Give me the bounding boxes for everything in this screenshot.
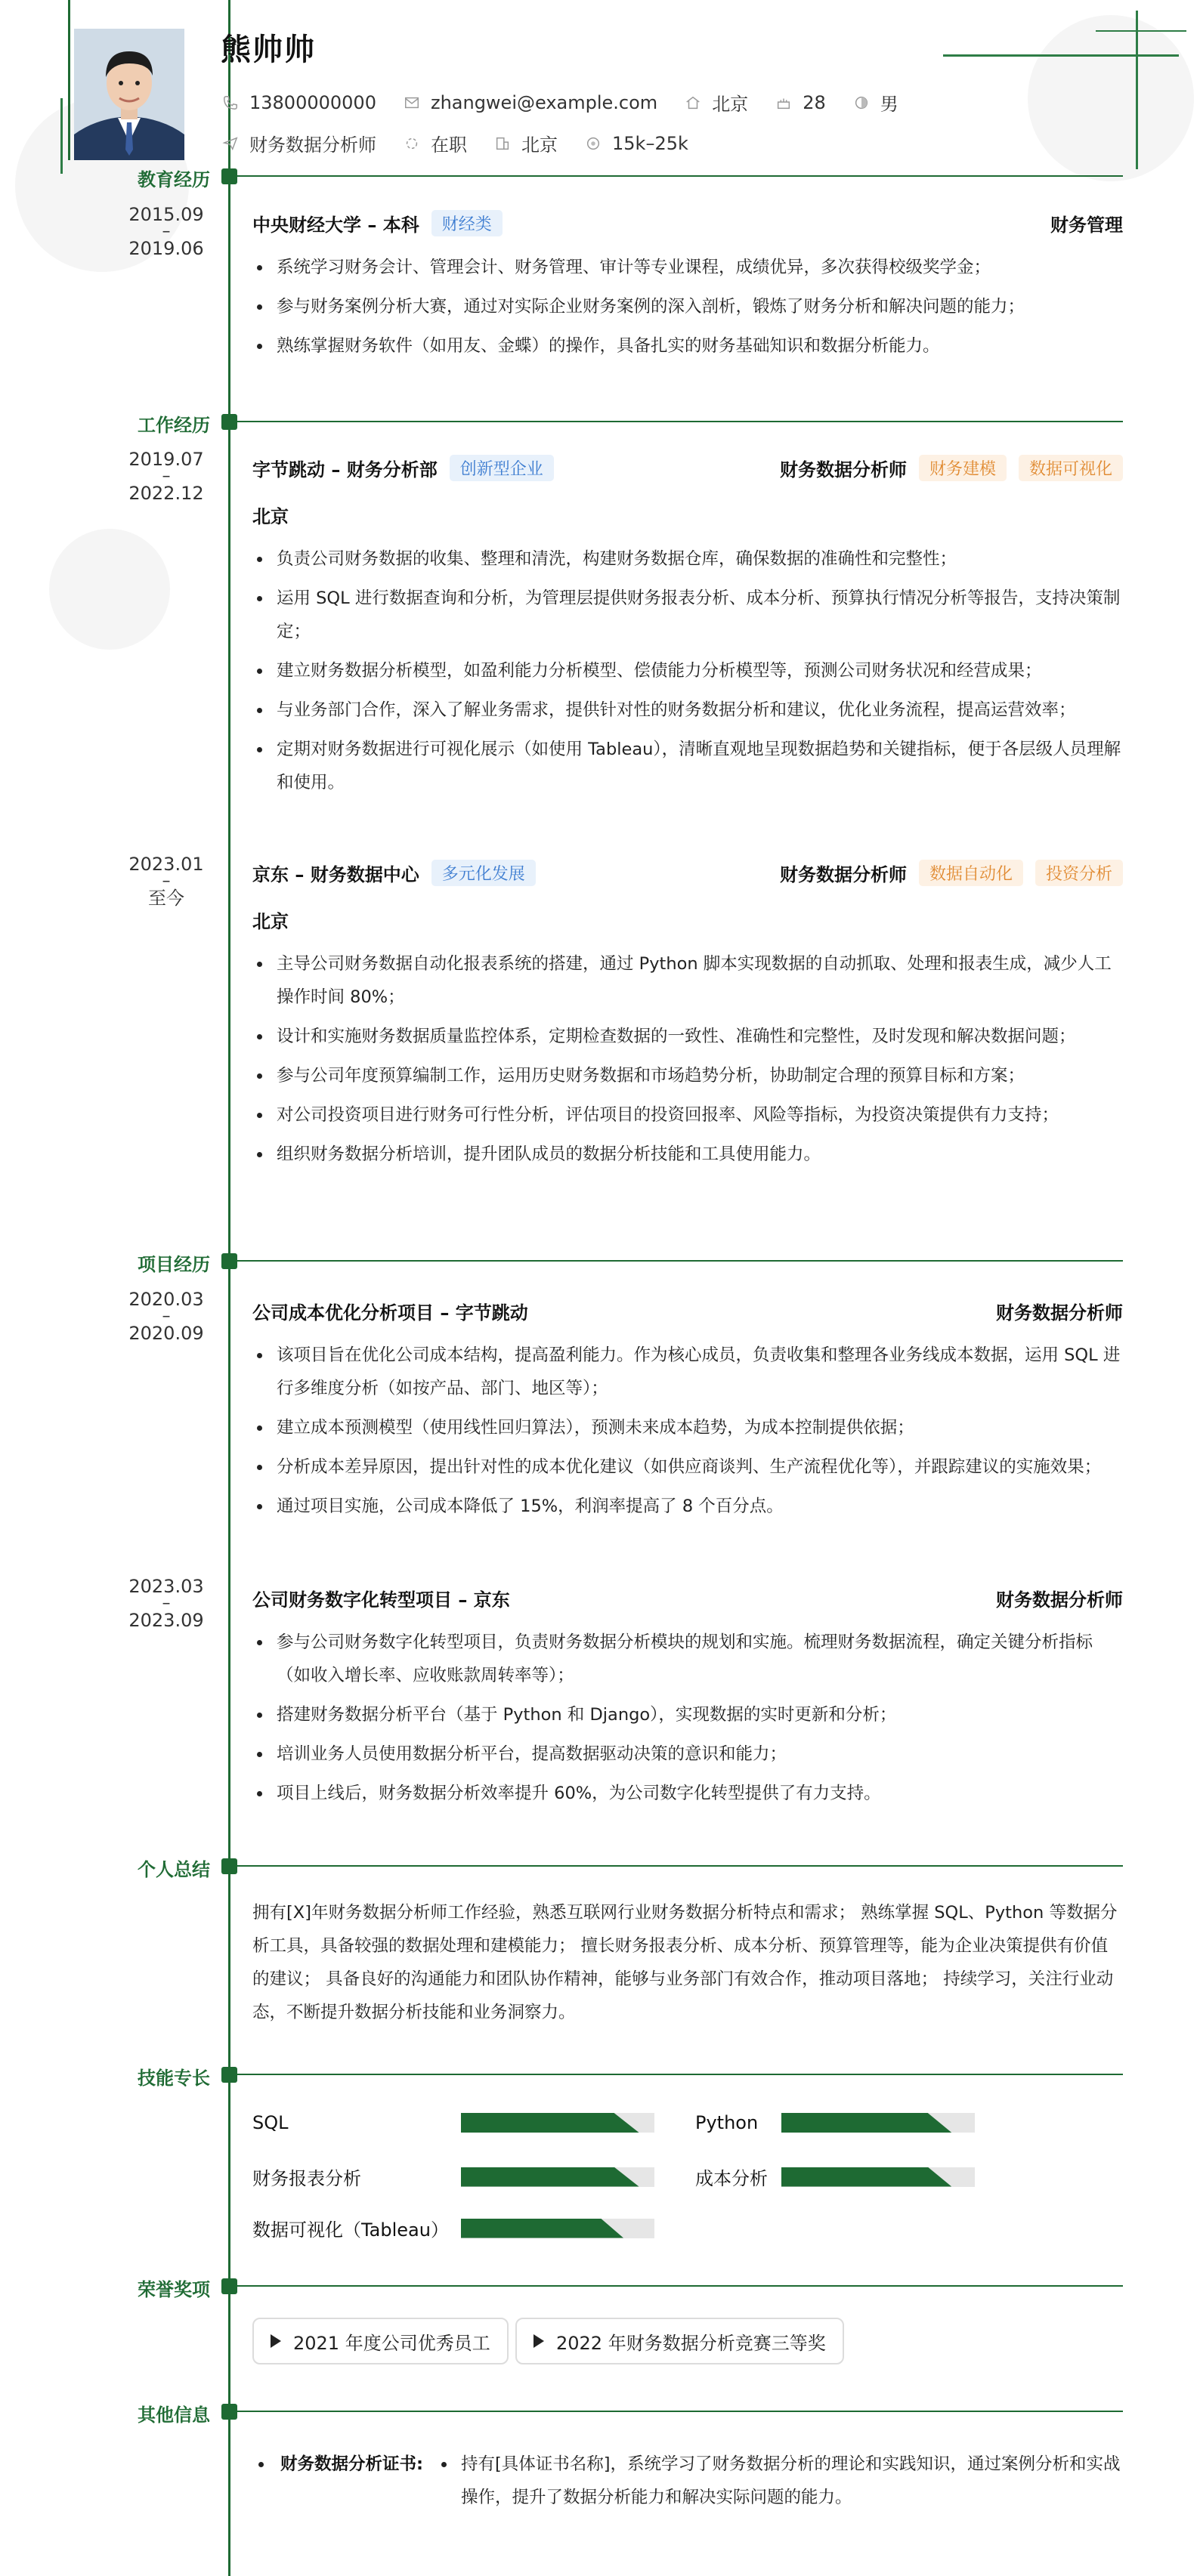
skill-item: [695, 2112, 975, 2133]
skill-name: SQL: [252, 2112, 289, 2133]
job-intent-row: [221, 130, 714, 156]
email-item: [402, 92, 657, 113]
list-item: 运用 SQL 进行数据查询和分析，为管理层提供财务报表分析、成本分析、预算执行情况分析等报告，支持决策制定；: [252, 582, 1123, 648]
skill-bar-fill: [461, 2219, 623, 2238]
education-header: [252, 210, 1123, 236]
skill-bar: [781, 2167, 975, 2187]
skill-name: 成本分析: [695, 2168, 768, 2189]
project-bullets: [252, 1626, 1123, 1816]
skill-name: Python: [695, 2112, 759, 2133]
list-item: 该项目旨在优化公司成本结构，提高盈利能力。作为核心成员，负责收集和整理各业务线成本数据，运用 SQL 进行多维度分析（如按产品、部门、地区等）；: [252, 1339, 1123, 1405]
list-item: 设计和实施财务数据质量监控体系，定期检查数据的一致性、准确性和完整性，及时发现和解决数据问题；: [252, 1020, 1123, 1053]
building-icon: [493, 134, 512, 153]
mail-icon: [402, 93, 422, 113]
list-item: 定期对财务数据进行可视化展示（如使用 Tableau），清晰直观地呈现数据趋势和关键指标，便于各层级人员理解和使用。: [252, 733, 1123, 799]
work-header: [252, 860, 1123, 886]
decor-circle-mid: [49, 529, 170, 650]
project-header: [252, 1298, 1123, 1324]
list-item: 参与财务案例分析大赛，通过对实际企业财务案例的深入剖析，锻炼了财务分析和解决问题的能力；: [252, 290, 1123, 323]
job-role: 财务数据分析师: [779, 459, 907, 480]
decor-line: [943, 54, 1179, 57]
target-city-item: [493, 130, 558, 156]
phone-icon: [221, 93, 240, 113]
avatar: [74, 29, 184, 160]
section-title-education: 教育经历: [138, 169, 210, 190]
skill-bar-fill: [461, 2167, 639, 2187]
other-label: 财务数据分析证书:: [280, 2454, 423, 2474]
skill-bar: [461, 2113, 654, 2133]
major: 财务管理: [1050, 215, 1123, 236]
list-item: 对公司投资项目进行财务可行性分析，评估项目的投资回报率、风险等指标，为投资决策提供有力支持；: [252, 1098, 1123, 1132]
education-date: 2015.09 – 2019.06: [128, 204, 204, 259]
skill-bar-fill: [461, 2113, 639, 2133]
work-date: 2023.01 – 至今: [128, 854, 204, 909]
summary-text: 拥有[X]年财务数据分析师工作经验，熟悉互联网行业财务数据分析特点和需求； 熟练掌握 SQL、Python 等数据分析工具，具备较强的数据处理和建模能力； 擅长财务报表分析、成本分析、预算管理等，能为企业决策提供有价值的建议； 具备良好的沟通能力和团队协作精神，能够与业务部门有效合作，推动项目落地； 持续学习，关注行业动态，不断提升数据分析技能和业务洞察力。: [252, 1903, 1118, 2022]
project-role: 财务数据分析师: [996, 1589, 1123, 1611]
section-title-skills: 技能专长: [138, 2068, 210, 2089]
job-role: 财务数据分析师: [779, 864, 907, 885]
award-chip[interactable]: [515, 2318, 844, 2364]
section-divider: [230, 1260, 1123, 1262]
play-icon: [271, 2334, 281, 2348]
section-title-summary: 个人总结: [138, 1859, 210, 1880]
company-tag: 创新型企业: [450, 455, 554, 481]
skill-name: 数据可视化（Tableau）: [252, 2219, 449, 2241]
award-label: 2021 年度公司优秀员工: [293, 2332, 490, 2354]
project-date: 2020.03 – 2020.09: [128, 1289, 204, 1344]
project-bullets: [252, 1339, 1123, 1529]
list-item: 搭建财务数据分析平台（基于 Python 和 Django），实现数据的实时更新和分析；: [252, 1698, 1123, 1731]
work-header: [252, 455, 1123, 481]
list-item: 主导公司财务数据自动化报表系统的搭建，通过 Python 脚本实现数据的自动抓取、处理和报表生成，减少人工操作时间 80%；: [252, 947, 1123, 1014]
section-title-projects: 项目经历: [138, 1254, 210, 1275]
section-divider: [230, 2285, 1123, 2287]
gender-item: [852, 89, 898, 116]
project-title: 公司财务数字化转型项目 – 京东: [252, 1589, 510, 1611]
list-item: 分析成本差异原因，提出针对性的成本优化建议（如供应商谈判、生产流程优化等），并跟踪建议的实施效果；: [252, 1450, 1123, 1484]
contact-row: [221, 89, 924, 116]
section-divider: [230, 175, 1123, 177]
city-item: [683, 89, 748, 116]
age-text: 28: [803, 91, 826, 113]
salary-item: [583, 133, 688, 154]
other-text: 持有[具体证书名称]，系统学习了财务数据分析的理论和实践知识，通过案例分析和实战操作，提升了数据分析能力和解决实际问题的能力。: [438, 2448, 1123, 2514]
company-name: 京东 – 财务数据中心: [252, 864, 419, 885]
skill-item: [252, 2112, 654, 2133]
decor-line: [60, 98, 63, 174]
skill-tag: 财务建模: [919, 455, 1007, 481]
list-item: 熟练掌握财务软件（如用友、金蝶）的操作，具备扎实的财务基础知识和数据分析能力。: [252, 329, 1123, 363]
gender-icon: [852, 93, 871, 113]
list-item: 参与公司年度预算编制工作，运用历史财务数据和市场趋势分析，协助制定合理的预算目标和方案；: [252, 1059, 1123, 1092]
header-accent-line: [68, 0, 70, 160]
list-item: 组织财务数据分析培训，提升团队成员的数据分析技能和工具使用能力。: [252, 1138, 1123, 1171]
section-divider: [230, 2074, 1123, 2075]
status-item: [402, 130, 467, 156]
skill-tag: 投资分析: [1035, 860, 1123, 886]
target-city-text: 北京: [521, 134, 558, 156]
decor-line: [1136, 11, 1138, 169]
section-title-work: 工作经历: [138, 415, 210, 436]
education-bullets: [252, 251, 1123, 369]
city-text: 北京: [712, 94, 749, 115]
list-item: 建立财务数据分析模型，如盈利能力分析模型、偿债能力分析模型等，预测公司财务状况和经营成果；: [252, 654, 1123, 687]
project-title: 公司成本优化分析项目 – 字节跳动: [252, 1302, 528, 1324]
school-name: 中央财经大学 – 本科: [252, 215, 419, 236]
school-tag: 财经类: [431, 210, 503, 236]
skill-name: 财务报表分析: [252, 2168, 361, 2189]
decor-line: [1096, 30, 1186, 32]
list-item: 建立成本预测模型（使用线性回归算法），预测未来成本趋势，为成本控制提供依据；: [252, 1411, 1123, 1444]
section-title-other: 其他信息: [138, 2405, 210, 2426]
play-icon: [534, 2334, 544, 2348]
section-divider: [230, 2411, 1123, 2412]
skill-bar-fill: [781, 2167, 951, 2187]
section-divider: [230, 1865, 1123, 1867]
timeline-line: [228, 0, 230, 2576]
phone-text[interactable]: 13800000000: [249, 91, 376, 113]
list-item: 项目上线后，财务数据分析效率提升 60%，为公司数字化转型提供了有力支持。: [252, 1777, 1123, 1810]
send-icon: [221, 134, 240, 153]
work-date: 2019.07 – 2022.12: [128, 449, 204, 504]
skill-item: [695, 2164, 975, 2190]
list-item: 系统学习财务会计、管理会计、财务管理、审计等专业课程，成绩优异，多次获得校级奖学金；: [252, 251, 1123, 284]
project-role: 财务数据分析师: [996, 1302, 1123, 1324]
list-item: 培训业务人员使用数据分析平台，提高数据驱动决策的意识和能力；: [252, 1737, 1123, 1771]
project-date: 2023.03 – 2023.09: [128, 1576, 204, 1631]
list-item: 负责公司财务数据的收集、整理和清洗，构建财务数据仓库，确保数据的准确性和完整性；: [252, 542, 1123, 576]
bullet-dot: [258, 2462, 264, 2467]
company-name: 字节跳动 – 财务分析部: [252, 459, 438, 480]
award-chip[interactable]: [252, 2318, 509, 2364]
skill-bar: [461, 2219, 654, 2238]
skill-item: [252, 2164, 654, 2190]
award-label: 2022 年财务数据分析竞赛三等奖: [556, 2332, 826, 2354]
age-icon: [774, 93, 793, 113]
skill-tag: 数据自动化: [919, 860, 1023, 886]
phone-item: [221, 92, 376, 113]
gender-text: 男: [880, 94, 898, 115]
status-icon: [402, 134, 422, 153]
skill-tag: 数据可视化: [1019, 455, 1123, 481]
candidate-name: 熊帅帅: [221, 32, 316, 67]
work-city: 北京: [252, 911, 289, 932]
target-role-text: 财务数据分析师: [249, 134, 376, 156]
home-icon: [683, 93, 703, 113]
work-bullets: [252, 947, 1123, 1177]
skill-bar: [461, 2167, 654, 2187]
decor-circle-topright: [1028, 15, 1194, 181]
salary-text: 15k–25k: [612, 132, 688, 154]
work-bullets: [252, 542, 1123, 805]
salary-icon: [583, 134, 603, 153]
email-text[interactable]: zhangwei@example.com: [430, 91, 658, 113]
section-divider: [230, 421, 1123, 422]
other-info: [252, 2448, 1123, 2514]
list-item: 与业务部门合作，深入了解业务需求，提供针对性的财务数据分析和建议，优化业务流程，提高运营效率；: [252, 693, 1123, 727]
list-item: 通过项目实施，公司成本降低了 15%，利润率提高了 8 个百分点。: [252, 1490, 1123, 1523]
project-header: [252, 1585, 1123, 1611]
list-item: 参与公司财务数字化转型项目，负责财务数据分析模块的规划和实施。梳理财务数据流程，确定关键分析指标（如收入增长率、应收账款周转率等）；: [252, 1626, 1123, 1692]
company-tag: 多元化发展: [431, 860, 536, 886]
target-role-item: [221, 130, 376, 156]
skill-bar-fill: [781, 2113, 951, 2133]
age-item: [774, 92, 826, 113]
work-city: 北京: [252, 506, 289, 527]
section-title-awards: 荣誉奖项: [138, 2279, 210, 2300]
skill-bar: [781, 2113, 975, 2133]
skill-item: [252, 2215, 654, 2241]
status-text: 在职: [431, 134, 467, 156]
